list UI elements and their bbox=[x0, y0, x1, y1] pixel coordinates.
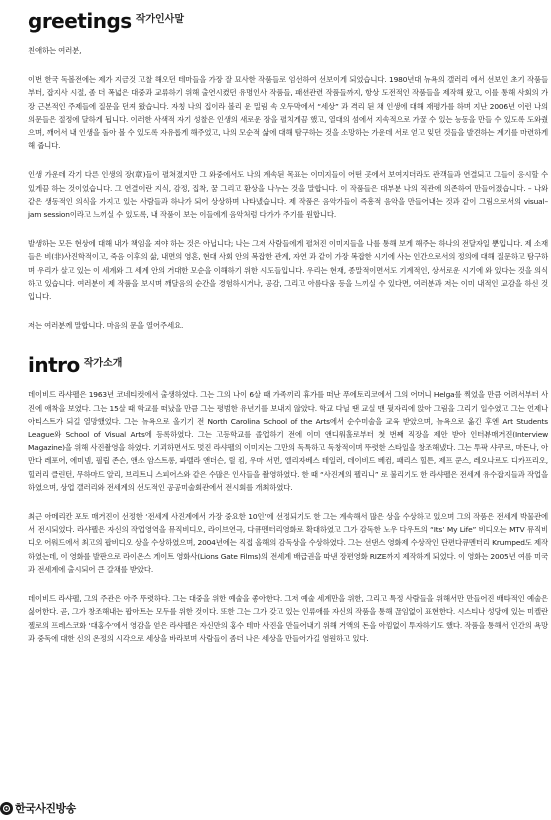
greetings-closing: 저는 여러분께 말합니다. 마음의 문을 열어주세요. bbox=[28, 321, 184, 331]
logo-text: 한국사진방송 bbox=[15, 802, 76, 815]
footer-logo bbox=[0, 800, 78, 816]
intro-title: intro bbox=[28, 353, 80, 378]
greetings-heading bbox=[28, 10, 548, 31]
intro-paragraph-3: 데이비드 라샤펠, 그의 주관은 아주 뚜렷하다. 그는 대중을 위한 예술을 좋아한다. 그저 예술 세계만을 위한, 그리고 특정 사람들을 위해서만 만들어진 배타적인 예술은 싫어한다. 곧, 그가 창조해내는 팝아트는 모두를 위한 것이다. 또한 그는 그가 갖고 있는 인류애를 자신의 작품을 통해 끊임없이 표현한다. 시스티나 성당에 있는 미켈란젤로의 프레스코화 ‘대홍수’에서 영감을 얻은 라샤펠은 자신만의 홍수 테마 사진을 만들어내기 위해 거액의 돈을 아낌없이 투자하기도 했다. 작품을 통해서 인간의 욕망과 중독에 대한 신의 온정의 시각으로 세상을 바라보며 사람들이 좀더 나은 세상을 만들어가길 염원하고 있다. bbox=[28, 594, 548, 643]
intro-subtitle: 작가소개 bbox=[83, 358, 123, 370]
greetings-paragraph-2: 인생 가운데 각기 다른 인생의 장(章)들이 펼쳐졌지만 그 와중에서도 나의 계속된 목표는 이미지들이 어떤 곳에서 보여지더라도 관객들과 연결되고 그들이 응시할 수 있게끔 하는 것이었습니다. 그 연결이란 지식, 감정, 집착, 꿈 그리고 환상을 나누는 것을 말합니다. 이 작품들은 대부분 나의 직관에 의존하여 만들어졌습니다. – 나와 같은 생동적인 의식을 가지고 있는 사람들과 하나가 되어 상상하며 나타냈습니다. 제 작품은 음악가들이 즉흥적 음악을 만들어내는 것과 같이 그림으로서의 visual–jam session이라고 느끼실 수 있도록, 내 작품이 보는 이들에게 음악처럼 다가가 주기를 원합니다. bbox=[28, 170, 548, 220]
greetings-title: greetings bbox=[28, 9, 132, 33]
greetings-paragraph-3: 발생하는 모든 현상에 대해 내가 책임을 져야 하는 것은 아닙니다; 나는 그저 사람들에게 펼쳐진 이미지들을 나를 통해 보게 해주는 하나의 전달자일 뿐입니다. 제 소재들은 비(非)사진학적이고, 죽음 이후의 삶, 내면의 영혼, 현대 사회 안의 복잡한 관계, 자연 과 같이 가장 복잡한 시기에 사는 인간으로서의 정의에 대해 질문하고 탐구하며 우리가 살고 있는 이 세계와 그 세계 안의 거대한 모순을 이해하기 위한 시도들입니다. 우리는 현재, 종말적이면서도 기계적인, 상서로운 시기에 와 있다는 것을 의식하고 있습니다. 여러분이 제 작품을 보시며 깨달음의 순간을 경험하시거나, 공감, 그리고 아름다움 등을 느끼실 수 있다면, 여러분과 저는 이미 내적인 교감을 하신 것 입니다. bbox=[28, 239, 548, 302]
document-page bbox=[28, 6, 548, 645]
salutation: 친애하는 여러분, bbox=[28, 46, 82, 55]
intro-paragraph-2: 최근 아메리칸 포토 매거진이 선정한 ‘전세계 사진계에서 가장 중요한 10인’에 선정되기도 한 그는 계속해서 많은 상을 수상하고 있으며 그의 작품은 전세계 박물관에서 전시되었다. 라샤펠은 자신의 작업영역을 뮤직비디오, 라이브연극, 다큐멘터리영화로 확대하였고 그가 감독한 노우 다우트의 “Its’ My Life” 비디오는 MTV 뮤직비디오 어워드에서 최고의 팝비디오 상을 수상하였으며, 2004년에는 직접 올해의 감독상을 수상하였다. 그는 선댄스 영화제 수상작인 단편다큐멘터리 Krumped도 제작하였는데, 이 영화를 발판으로 라이온스 게이트 영화사(Lions Gate Films)의 전세계 배급권을 따낸 장편영화 RIZE까지 제작하게 되었다. 이 영화는 2005년 여름 미국과 전세계에 출시되어 큰 갈채를 받았다. bbox=[28, 512, 548, 574]
intro-paragraph-1: 데이비드 라샤펠은 1963년 코네티컷에서 출생하였다. 그는 그의 나이 6살 때 가족끼리 휴가를 떠난 푸에토리코에서 그의 어머니 Helga를 찍었을 만큼 어려서부터 사진에 애착을 보였다. 그는 15살 때 학교를 떠났을 만큼 그는 평범한 유년기를 보내지 않았다. 학교 다닐 땐 교실 맨 뒷자리에 앉아 그림을 그리기 일수였고 그는 언제나 아티스트가 되길 열망했었다. 그는 뉴욕으로 올기기 전 North Carolina School of the Arts에서 순수미술을 교육 받았으며, 뉴욕으로 옮긴 후엔 Art Students League와 School of Visual Arts에 등록하였다. 그는 고등학교를 졸업하기 전에 이미 앤디워홀로부터 첫 번째 직장을 제안 받아 인터뷰매거진(Interview Magazine)을 위해 사진촬영을 하였다. 기괴하면서도 멋진 라샤펠의 이미지는 그만의 독특하고 독창적이며 뚜렷한 스타일을 창조해냈다. 그는 투팍 샤쿠르, 마돈나, 아만다 레포어, 에미넴, 필립 존슨, 앤소 암스트롱, 파멜라 앤더슨, 릴 킴, 우마 서먼, 엘리자베스 테일러, 데이비드 베컴, 패리스 힐튼, 제프 쿤스, 레오나르도 디카프리오, 힐러리 클린턴, 무하마드 알리, 브리트니 스피어스와 같은 수많은 인사들을 촬영하였다. 한 때 “사진계의 펠리니” 로 불리기도 한 라샤펠은 전세계 유수잡지들과 작업을 하였으며, 상업 갤러리와 전세계의 선도적인 공공미술회관에서 전시회를 개최하였다. bbox=[28, 390, 548, 492]
greetings-subtitle: 작가인사말 bbox=[135, 14, 184, 25]
greetings-paragraph-1: 이번 한국 독볼전에는 제가 지금것 고찰 해오던 테마들을 가장 잘 묘사한 작품들로 엄선하여 선보이게 되었습니다. 1980년대 뉴욕의 갤러리 에서 선보인 초기 작품들부터, 잡지사 시절, 좀 더 폭넓은 대중과 교류하기 위해 출연시켰던 유명인사 작품들, 패션관련 작품들까지, 항상 도전적인 작품들을 제작해 왔고, 이를 통해 사회의 가장 근본적인 주제들에 질문을 던져 왔습니다. 자칭 나의 집이라 볼리 운 밀림 속 오두막에서 “세상” 과 격리 된 채 인생에 대해 재평가를 하며 지난 2006년 이런 나의 의문들은 절정에 달하게 됩니다. 이러한 사색적 자기 성찰은 인생의 새로운 장을 펼치게끔 했고, 열대의 섬에서 지속적으로 가꿀 수 있는 능동을 만들 수 있도록 도와줬으며, 깨어서 내 인생을 돌아 볼 수 있도록 자유롭게 해주었고, 나의 모순적 삶에 대해 탐구하는 것을 소망하는 가운데 서로 얻고 잊던 것들을 발견하는 계기를 마련하게 해 줍니다. bbox=[28, 75, 548, 151]
intro-heading bbox=[28, 353, 548, 378]
camera-logo-icon bbox=[0, 802, 13, 815]
